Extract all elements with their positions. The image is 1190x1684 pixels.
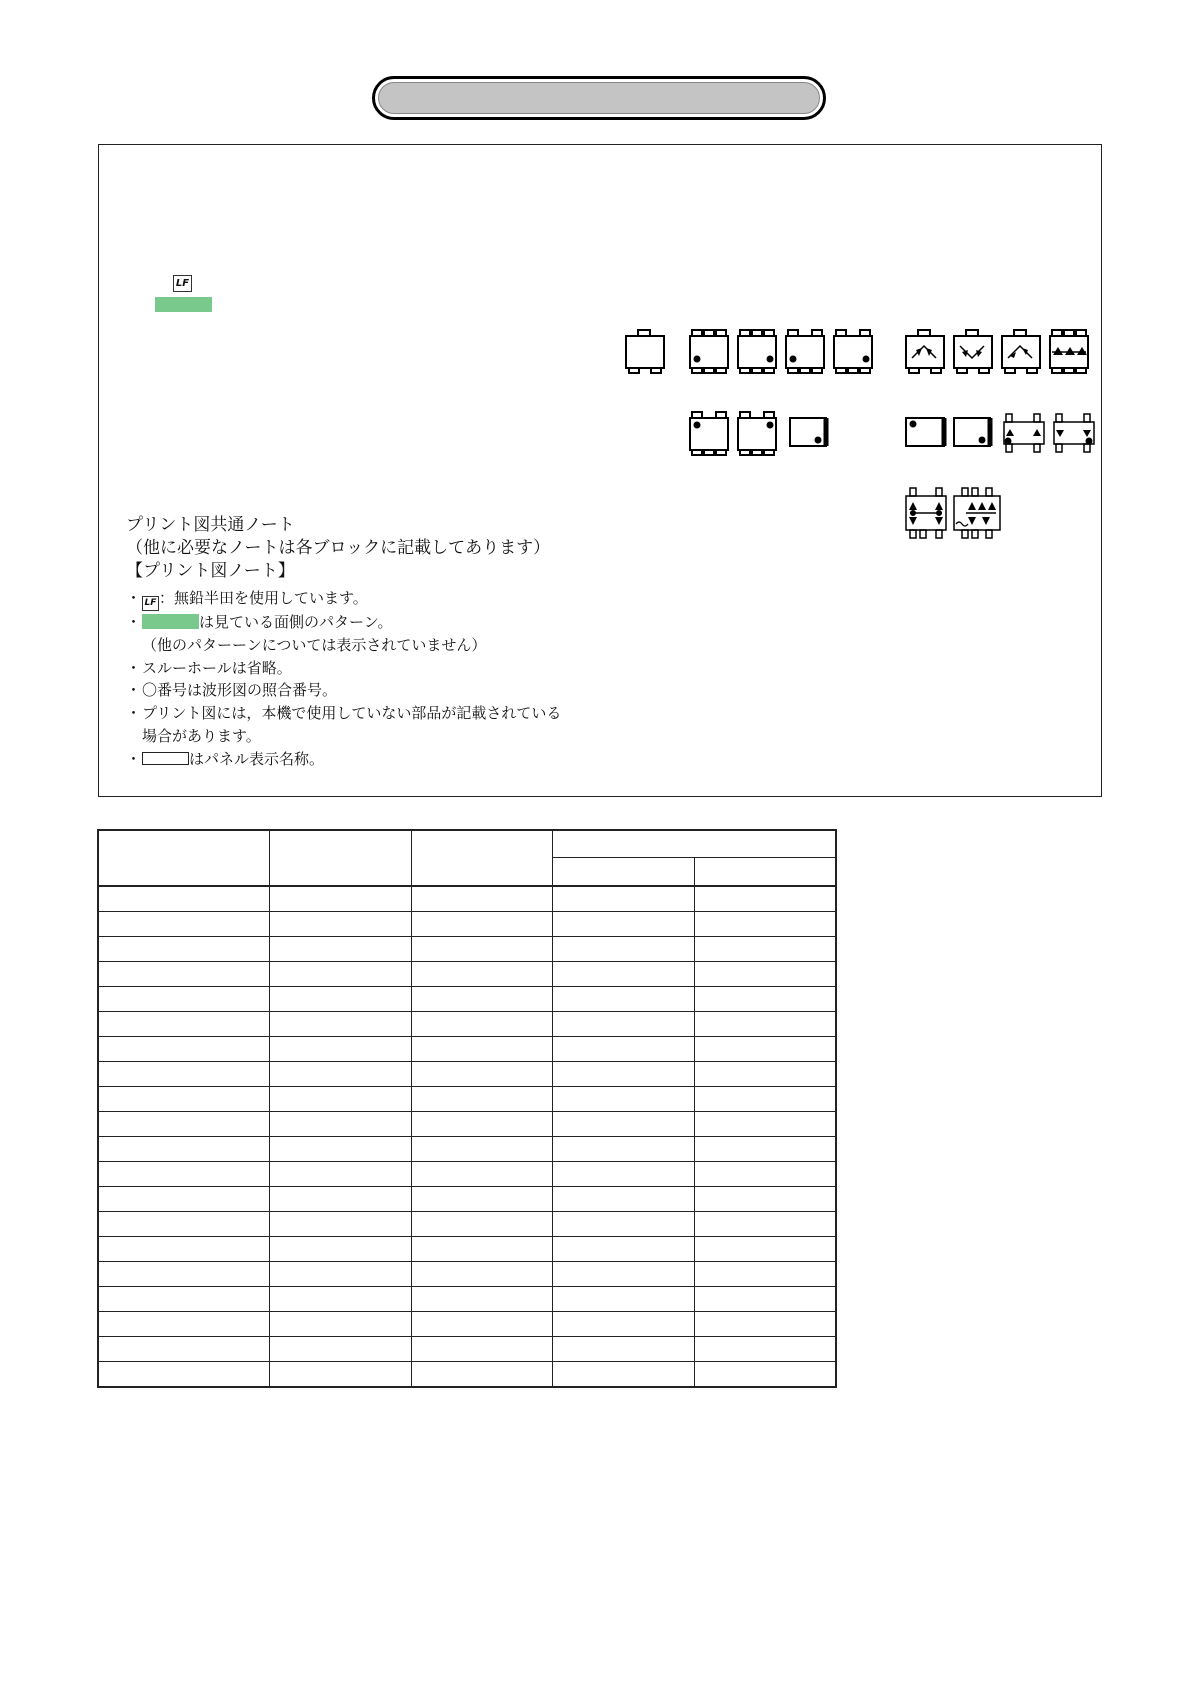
table-cell bbox=[553, 1087, 695, 1112]
table-cell bbox=[98, 886, 270, 912]
table-row bbox=[98, 1087, 836, 1112]
parts-table-body bbox=[98, 830, 836, 1387]
table-cell bbox=[694, 1362, 836, 1388]
table-row bbox=[98, 912, 836, 937]
table-cell bbox=[411, 1112, 553, 1137]
table-header-cell bbox=[98, 830, 270, 886]
table-cell bbox=[270, 1187, 412, 1212]
table-cell bbox=[411, 1312, 553, 1337]
package-symbol-6 bbox=[690, 412, 728, 455]
table-cell bbox=[270, 1237, 412, 1262]
table-cell bbox=[553, 1237, 695, 1262]
table-header-cell bbox=[553, 858, 695, 887]
note-item: ・プリント図には，本機で使用していない部品が記載されている bbox=[126, 704, 562, 723]
component-symbol-legend bbox=[0, 0, 1190, 560]
diode-array-symbol-4 bbox=[1050, 330, 1088, 373]
diode-module-symbol-2 bbox=[1054, 414, 1094, 452]
table-cell bbox=[270, 1137, 412, 1162]
table-cell bbox=[694, 1062, 836, 1087]
table-row bbox=[98, 1237, 836, 1262]
table-cell bbox=[694, 912, 836, 937]
table-cell bbox=[270, 1262, 412, 1287]
lead-free-icon: LF bbox=[142, 596, 159, 611]
table-cell bbox=[553, 1037, 695, 1062]
table-cell bbox=[694, 1162, 836, 1187]
diode-array-symbol-1 bbox=[906, 330, 944, 373]
table-row bbox=[98, 1012, 836, 1037]
table-row bbox=[98, 1312, 836, 1337]
table-cell bbox=[411, 886, 553, 912]
table-cell bbox=[98, 1337, 270, 1362]
table-cell bbox=[98, 1212, 270, 1237]
table-row bbox=[98, 1262, 836, 1287]
table-cell bbox=[553, 1187, 695, 1212]
notes-list bbox=[126, 587, 646, 771]
table-cell bbox=[411, 1237, 553, 1262]
table-header-cell bbox=[694, 858, 836, 887]
table-row bbox=[98, 1362, 836, 1388]
table-cell bbox=[411, 1137, 553, 1162]
table-cell bbox=[411, 962, 553, 987]
table-cell bbox=[270, 1362, 412, 1388]
table-cell bbox=[553, 987, 695, 1012]
table-row bbox=[98, 1037, 836, 1062]
table-cell bbox=[98, 937, 270, 962]
table-cell bbox=[270, 987, 412, 1012]
table-cell bbox=[270, 1062, 412, 1087]
table-cell bbox=[98, 912, 270, 937]
table-cell bbox=[270, 1012, 412, 1037]
parts-table bbox=[97, 829, 837, 1388]
table-cell bbox=[270, 1162, 412, 1187]
table-cell bbox=[270, 912, 412, 937]
table-cell bbox=[98, 1137, 270, 1162]
table-row bbox=[98, 1162, 836, 1187]
table-cell bbox=[98, 1262, 270, 1287]
table-cell bbox=[694, 1012, 836, 1037]
table-cell bbox=[553, 1062, 695, 1087]
table-cell bbox=[694, 1087, 836, 1112]
table-cell bbox=[694, 1187, 836, 1212]
table-cell bbox=[553, 1312, 695, 1337]
note-item-continued: 場合があります。 bbox=[142, 726, 261, 745]
table-cell bbox=[411, 1337, 553, 1362]
table-cell bbox=[411, 1037, 553, 1062]
package-symbol-1 bbox=[626, 330, 664, 373]
table-cell bbox=[694, 937, 836, 962]
table-header-row bbox=[98, 830, 836, 858]
table-cell bbox=[553, 886, 695, 912]
table-cell bbox=[694, 962, 836, 987]
table-cell bbox=[553, 1287, 695, 1312]
table-cell bbox=[270, 1112, 412, 1137]
table-cell bbox=[694, 886, 836, 912]
table-cell bbox=[411, 1262, 553, 1287]
table-cell bbox=[411, 937, 553, 962]
table-cell bbox=[411, 1012, 553, 1037]
table-row bbox=[98, 1287, 836, 1312]
table-cell bbox=[411, 987, 553, 1012]
note-item: ・スルーホールは省略。 bbox=[126, 658, 292, 677]
table-cell bbox=[98, 987, 270, 1012]
table-cell bbox=[553, 1012, 695, 1037]
package-symbol-5 bbox=[834, 330, 872, 373]
table-cell bbox=[270, 1287, 412, 1312]
table-cell bbox=[98, 1112, 270, 1137]
table-header-cell bbox=[270, 830, 412, 886]
table-cell bbox=[98, 1162, 270, 1187]
package-symbol-2 bbox=[690, 330, 728, 373]
table-cell bbox=[411, 1212, 553, 1237]
table-cell bbox=[694, 1287, 836, 1312]
table-cell bbox=[98, 1187, 270, 1212]
note-item: ・ は見ている面側のパターン。 bbox=[126, 613, 393, 631]
table-cell bbox=[553, 962, 695, 987]
package-symbol-4 bbox=[786, 330, 824, 373]
table-row bbox=[98, 1137, 836, 1162]
table-cell bbox=[694, 1212, 836, 1237]
table-cell bbox=[98, 1012, 270, 1037]
table-cell bbox=[270, 886, 412, 912]
table-cell bbox=[98, 1037, 270, 1062]
table-row bbox=[98, 1062, 836, 1087]
bridge-symbol-2 bbox=[954, 488, 1000, 538]
print-notes bbox=[126, 514, 646, 771]
table-row bbox=[98, 1187, 836, 1212]
diode-array-symbol-3 bbox=[1002, 330, 1040, 373]
table-cell bbox=[411, 1187, 553, 1212]
table-cell bbox=[98, 1087, 270, 1112]
table-cell bbox=[411, 1162, 553, 1187]
chip-symbol-3 bbox=[954, 418, 990, 446]
table-cell bbox=[98, 1287, 270, 1312]
table-cell bbox=[553, 912, 695, 937]
table-cell bbox=[553, 1112, 695, 1137]
table-cell bbox=[553, 937, 695, 962]
table-cell bbox=[553, 1362, 695, 1388]
table-cell bbox=[411, 1362, 553, 1388]
notes-section-title: 【プリント図ノート】 bbox=[126, 561, 295, 581]
table-cell bbox=[98, 1237, 270, 1262]
table-cell bbox=[553, 1162, 695, 1187]
table-cell bbox=[270, 1312, 412, 1337]
table-cell bbox=[411, 1087, 553, 1112]
table-cell bbox=[98, 1062, 270, 1087]
table-cell bbox=[270, 937, 412, 962]
note-item-continued: （他のパターーンについては表示されていません） bbox=[142, 635, 487, 654]
chip-symbol-2 bbox=[906, 418, 944, 446]
note-item: ・ はパネル表示名称。 bbox=[126, 749, 325, 768]
table-cell bbox=[553, 1212, 695, 1237]
table-row bbox=[98, 1337, 836, 1362]
lead-free-icon: LF bbox=[173, 275, 192, 292]
table-cell bbox=[411, 1062, 553, 1087]
chip-symbol-1 bbox=[790, 418, 826, 446]
table-cell bbox=[694, 1037, 836, 1062]
table-cell bbox=[270, 1087, 412, 1112]
table-cell bbox=[553, 1137, 695, 1162]
table-cell bbox=[694, 987, 836, 1012]
table-cell bbox=[270, 962, 412, 987]
table-cell bbox=[694, 1262, 836, 1287]
table-header-cell bbox=[553, 830, 836, 858]
table-cell bbox=[98, 962, 270, 987]
table-cell bbox=[694, 1337, 836, 1362]
note-item: ・ LF ：無鉛半田を使用しています。 bbox=[126, 587, 646, 611]
table-cell bbox=[694, 1312, 836, 1337]
table-cell bbox=[553, 1262, 695, 1287]
pattern-color-swatch bbox=[142, 614, 199, 629]
panel-name-box bbox=[142, 752, 189, 765]
table-row bbox=[98, 1112, 836, 1137]
diode-array-symbol-2 bbox=[954, 330, 992, 373]
table-header-cell bbox=[411, 830, 553, 886]
table-cell bbox=[270, 1037, 412, 1062]
table-cell bbox=[694, 1112, 836, 1137]
package-symbol-3 bbox=[738, 330, 776, 373]
table-cell bbox=[270, 1212, 412, 1237]
notes-heading: プリント図共通ノート bbox=[126, 515, 295, 535]
notes-subheading: （他に必要なノートは各ブロックに記載してあります） bbox=[126, 538, 551, 558]
table-cell bbox=[411, 912, 553, 937]
table-row bbox=[98, 1212, 836, 1237]
table-row bbox=[98, 962, 836, 987]
table-cell bbox=[98, 1362, 270, 1388]
table-cell bbox=[98, 1312, 270, 1337]
package-symbol-7 bbox=[738, 412, 776, 455]
table-cell bbox=[553, 1337, 695, 1362]
bridge-symbol-1 bbox=[906, 488, 946, 538]
note-item: ・〇番号は波形図の照合番号。 bbox=[126, 681, 338, 700]
table-row bbox=[98, 886, 836, 912]
table-cell bbox=[411, 1287, 553, 1312]
table-cell bbox=[694, 1137, 836, 1162]
table-cell bbox=[694, 1237, 836, 1262]
table-cell bbox=[270, 1337, 412, 1362]
table-row bbox=[98, 937, 836, 962]
table-row bbox=[98, 987, 836, 1012]
diode-module-symbol-1 bbox=[1004, 414, 1044, 452]
